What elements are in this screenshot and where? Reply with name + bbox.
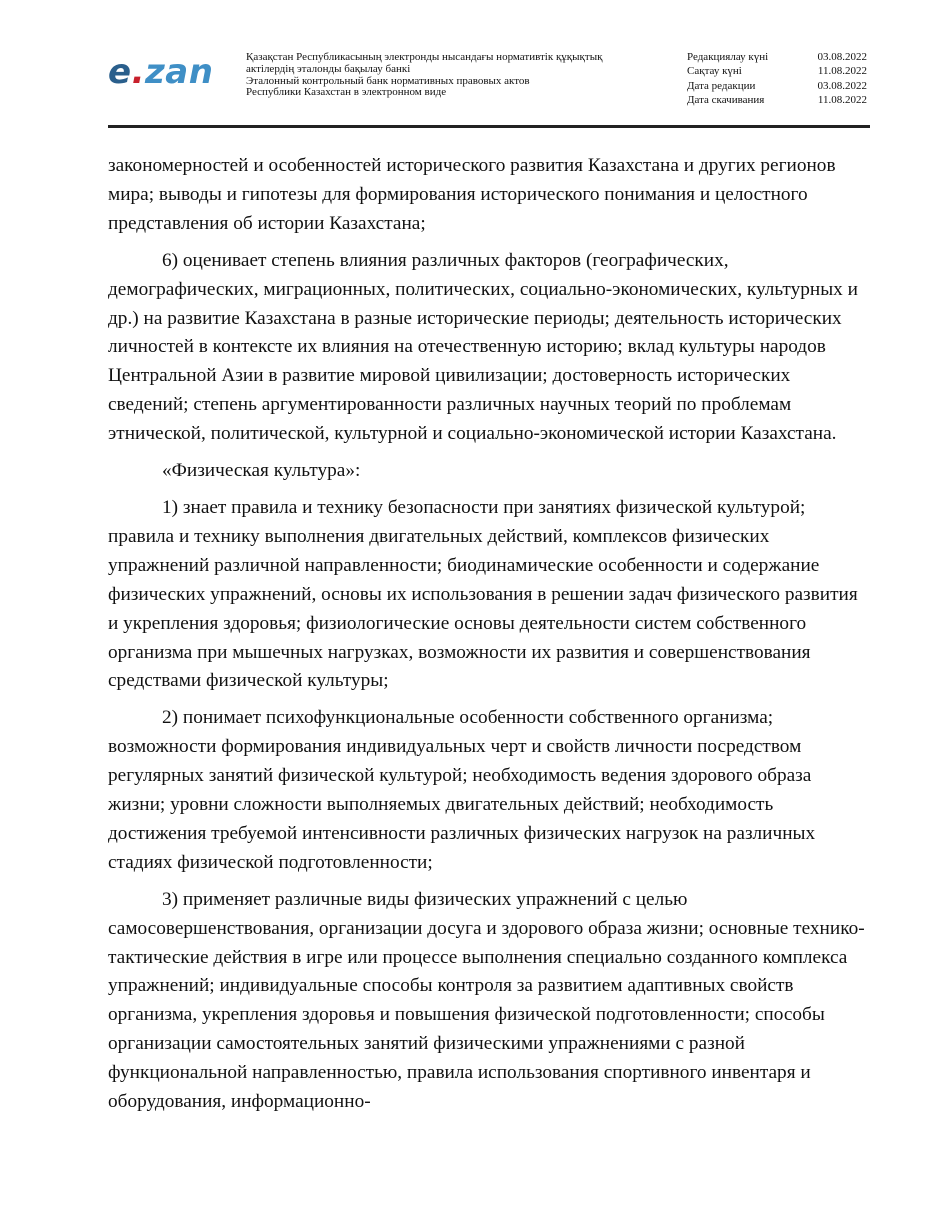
document-header [0,0,935,130]
meta-label: Сақтау күні [687,65,742,78]
document-body [108,152,870,1202]
meta-value: 11.08.2022 [817,65,867,78]
bank-title-line: Республики Казахстан в электронном виде [246,86,447,99]
meta-label: Дата редакции [687,79,756,92]
meta-value: 03.08.2022 [817,51,867,63]
body-paragraph: закономерностей и особенностей исторического развития Казахстана и других регионов мира; выводы и гипотезы для формирования исторического понимания и целостного представления об истории Казахстана; [108,155,836,234]
download-date-row [687,93,867,107]
edit-date-ru-row [687,79,867,93]
save-date-kz-row [687,64,867,78]
meta-label: Редакциялау күні [687,51,769,63]
bank-title-line: Эталонный контрольный банк нормативных правовых актов [246,74,530,87]
bank-title [246,52,666,99]
edit-date-kz-row [687,50,867,64]
bank-title-line: Қазақстан Республикасының электронды нысандағы нормативтік құқықтық [246,51,603,63]
header-divider [108,125,870,128]
meta-value: 11.08.2022 [817,94,867,107]
bank-title-line: актілердің эталонды бақылау банкі [246,62,411,75]
body-paragraph: 3) применяет различные виды физических упражнений с целью самосовершенствования, организации досуга и здорового образа жизни; основные технико-тактические действия в игре или процессе выполнения специально созданного комплекса упражнений; индивидуальные способы контроля за развитием адаптивных свойств организма, укрепления здоровья и повышения физической подготовленности; способы организации самостоятельных занятий физическими упражнениями с разной функциональной направленностью, правила использования спортивного инвентаря и оборудования, информационно- [108,888,865,1113]
section-heading: «Физическая культура»: [162,460,361,482]
meta-label: Дата скачивания [687,94,765,107]
body-paragraph: 2) понимает психофункциональные особенности собственного организма; возможности формирования индивидуальных черт и свойств личности посредством регулярных занятий физической культурой; необходимость ведения здорового образа жизни; уровни сложности выполняемых двигательных действий; необходимость достижения требуемой интенсивности различных физических нагрузок на различных стадиях физической подготовленности; [108,707,816,873]
body-paragraph: 6) оценивает степень влияния различных факторов (географических, демографических, миграционных, политических, социально-экономических, культурных и др.) на развитие Казахстана в разные исторические периоды; деятельность исторических личностей в контексте их влияния на отечественную историю; вклад культуры народов Центральной Азии в развитие мировой цивилизации; достоверность исторических сведений; степень аргументированности различных научных теорий по проблемам этнической, политической, культурной и социально-экономической истории Казахстана. [108,249,858,445]
body-paragraph: 1) знает правила и технику безопасности при занятиях физической культурой; правила и технику выполнения двигательных действий, комплексов физических упражнений различной направленности; биодинамические особенности и содержание физических упражнений, основы их использования в решении задач физического развития и укрепления здоровья; физиологические основы деятельности систем собственного организма при мышечных нагрузках, возможности их развития и совершенствования средствами физической культуры; [108,496,858,692]
ezan-logo: e.zan [108,52,214,92]
meta-value: 03.08.2022 [817,79,867,92]
date-info [687,50,867,108]
